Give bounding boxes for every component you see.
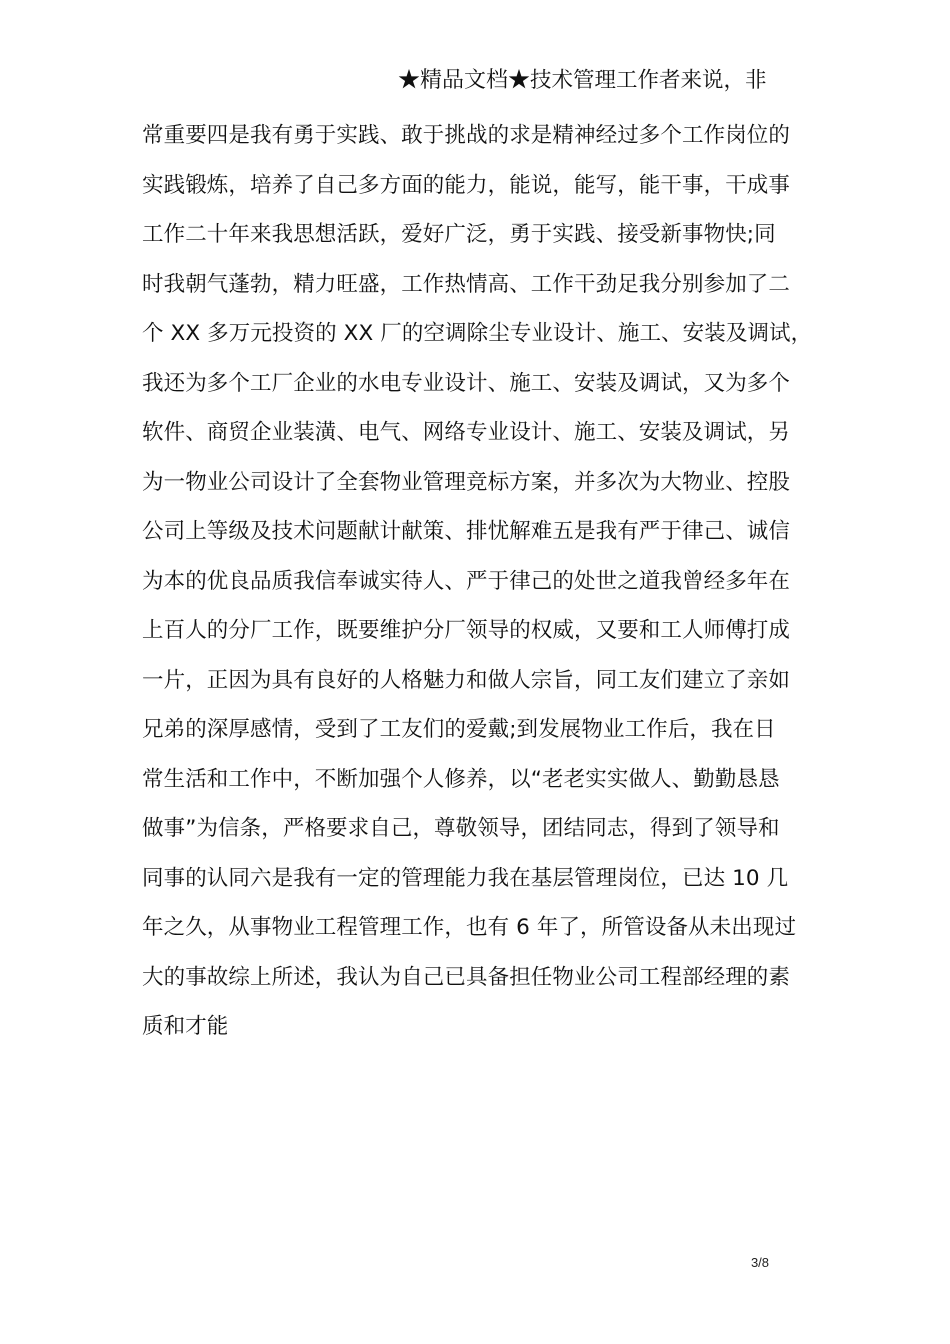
text-line: 时我朝气蓬勃，精力旺盛，工作热情高、工作干劲足我分别参加了二	[142, 271, 791, 297]
text-line: 个 XX 多万元投资的 XX 厂的空调除尘专业设计、施工、安装及调试，	[142, 321, 813, 346]
text-line: 兄弟的深厚感情，受到了工友们的爱戴;到发展物业工作后，我在日	[142, 717, 776, 742]
text-line: 常重要四是我有勇于实践、敢于挑战的求是精神经过多个工作岗位的	[142, 123, 791, 148]
text-line: 为本的优良品质我信奉诚实待人、严于律己的处世之道我曾经多年在	[142, 568, 791, 594]
text-line: 为一物业公司设计了全套物业管理竞标方案，并多次为大物业、控股	[142, 469, 791, 495]
header-line	[398, 64, 838, 98]
text-line: 质和才能	[142, 1014, 229, 1039]
text-line: 工作二十年来我思想活跃，爱好广泛，勇于实践、接受新事物快;同	[142, 222, 776, 247]
text-line: 一片，正因为具有良好的人格魅力和做人宗旨，同工友们建立了亲如	[142, 667, 791, 693]
header-continuation-text: 技术管理工作者来说，非	[530, 68, 767, 93]
page-number: 3/8	[750, 1255, 770, 1270]
text-line: 实践锻炼，培养了自己多方面的能力，能说，能写，能干事，干成事	[142, 172, 791, 198]
text-line: 公司上等级及技术问题献计献策、排忧解难五是我有严于律己、诚信	[142, 519, 791, 544]
text-line: 上百人的分厂工作，既要维护分厂领导的权威，又要和工人师傅打成	[142, 618, 791, 643]
header-mark: ★精品文档★	[398, 68, 531, 93]
text-line: 大的事故综上所述，我认为自己已具备担任物业公司工程部经理的素	[142, 964, 791, 990]
text-line: 同事的认同六是我有一定的管理能力我在基层管理岗位，已达 10 几	[142, 865, 789, 891]
text-line: 软件、商贸企业装潢、电气、网络专业设计、施工、安装及调试，另	[142, 420, 791, 445]
body-text	[142, 111, 842, 1052]
text-line: 我还为多个工厂企业的水电专业设计、施工、安装及调试，又为多个	[142, 370, 791, 396]
text-line: 年之久，从事物业工程管理工作，也有 6 年了，所管设备从未出现过	[142, 915, 797, 940]
text-line: 常生活和工作中，不断加强个人修养，以“老老实实做人、勤勤恳恳	[142, 766, 780, 792]
text-line: 做事”为信条，严格要求自己，尊敬领导，团结同志，得到了领导和	[142, 816, 780, 841]
